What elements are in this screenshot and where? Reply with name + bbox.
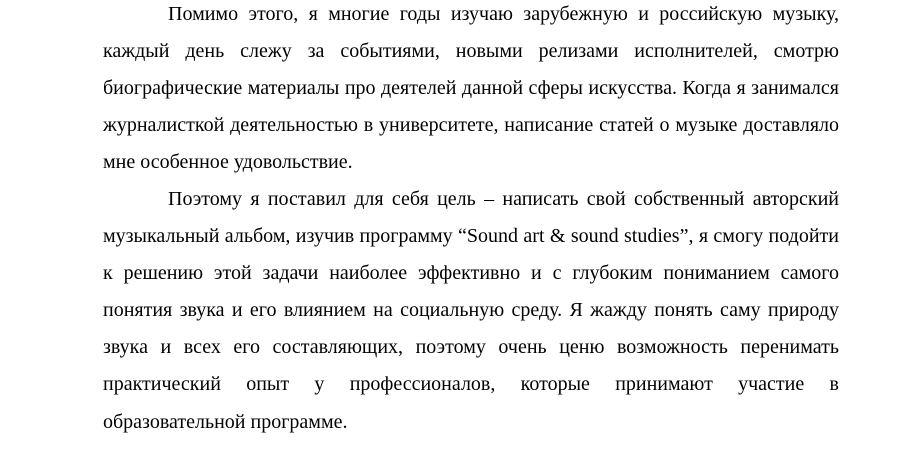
paragraph-1: Помимо этого, я многие годы изучаю зарубежную и российскую музыку, каждый день слежу за событиями, новыми релизами исполнителей, смотрю биографические материалы про деятелей данной сферы искусства. Когда я занимался журналисткой деятельностью в университете, написание статей о музыке доставляло мне особенное удовольствие.	[103, 3, 839, 174]
paragraph-2: Поэтому я поставил для себя цель – написать свой собственный авторский музыкальный альбом, изучив программу “Sound art & sound studies”, я смогу подойти к решению этой задачи наиболее эффективно и с глубоким пониманием самого понятия звука и его влиянием на социальную среду. Я жажду понять саму природу звука и всех его составляющих, поэтому очень ценю возможность перенимать практический опыт у профессионалов, которые принимают участие в образовательной программе.	[103, 188, 839, 433]
